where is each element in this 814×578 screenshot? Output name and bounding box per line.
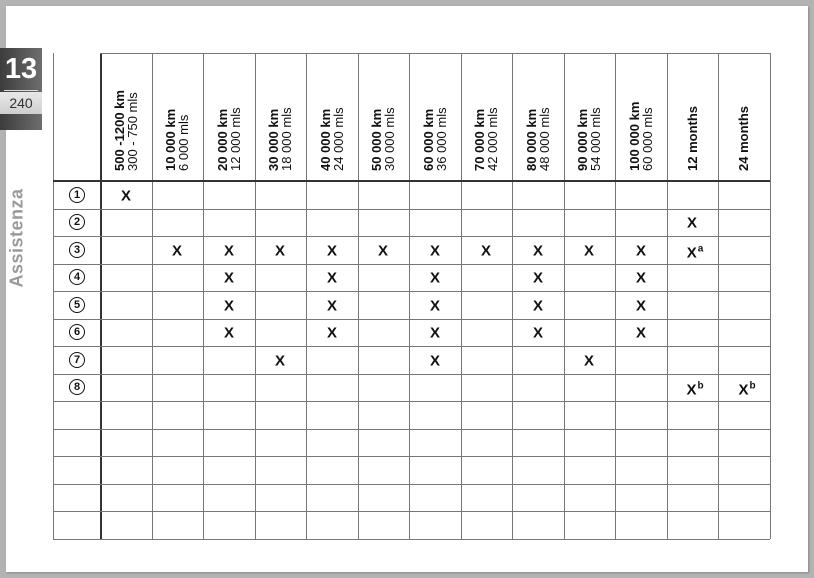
column-header-primary: 10 000 km (163, 108, 178, 171)
mark-symbol: X (377, 242, 389, 260)
table-column-divider (461, 53, 462, 539)
maintenance-mark (224, 326, 234, 341)
column-header-primary: 30 000 km (266, 108, 281, 171)
table-row-divider (53, 209, 770, 210)
table-row-label-divider (100, 53, 102, 539)
table-column-divider (667, 53, 668, 539)
maintenance-mark (533, 271, 543, 286)
maintenance-mark (636, 271, 646, 286)
column-header-primary: 70 000 km (472, 108, 487, 171)
table-column-divider (409, 53, 410, 539)
mark-symbol: X (120, 187, 132, 205)
column-header-primary: 90 000 km (575, 108, 590, 171)
table-column-divider (306, 53, 307, 539)
mark-symbol: X (223, 297, 235, 315)
mark-symbol: X (635, 242, 647, 260)
row-number-badge: 2 (69, 214, 85, 230)
mark-symbol: X (532, 269, 544, 287)
table-column-divider (203, 53, 204, 539)
maintenance-mark (533, 326, 543, 341)
maintenance-mark (430, 326, 440, 341)
mark-symbol: X (274, 352, 286, 370)
row-number-badge: 6 (69, 324, 85, 340)
maintenance-mark (378, 244, 388, 259)
maintenance-mark (172, 244, 182, 259)
mark-symbol: X (686, 244, 697, 262)
mark-symbol: X (429, 297, 441, 315)
table-border-left (53, 53, 54, 539)
mark-symbol: X (686, 214, 698, 232)
column-header-secondary: 30 000 mls (382, 107, 397, 171)
table-row-divider (53, 511, 770, 512)
mark-footnote: b (697, 380, 704, 392)
chapter-number: 13 (4, 53, 38, 85)
column-header-primary: 100 000 km (627, 101, 642, 171)
maintenance-mark (430, 299, 440, 314)
mark-symbol: X (532, 297, 544, 315)
mark-footnote: a (697, 243, 704, 255)
mark-symbol: X (429, 324, 441, 342)
mark-symbol: X (532, 242, 544, 260)
table-row-divider (53, 456, 770, 457)
table-column-divider (615, 53, 616, 539)
table-row-divider (53, 484, 770, 485)
mark-footnote: b (749, 380, 756, 392)
maintenance-mark (224, 244, 234, 259)
mark-symbol: X (223, 269, 235, 287)
column-header-secondary: 54 000 mls (588, 107, 603, 171)
column-header-secondary: 42 000 mls (485, 107, 500, 171)
maintenance-mark (636, 244, 646, 259)
column-header-primary: 80 000 km (524, 108, 539, 171)
table-row-divider (53, 236, 770, 237)
mark-symbol: X (326, 242, 338, 260)
maintenance-mark (636, 299, 646, 314)
chapter-label: Assistenza (6, 188, 27, 288)
mark-symbol: X (429, 352, 441, 370)
maintenance-mark (430, 244, 440, 259)
maintenance-mark (481, 244, 491, 259)
column-header-secondary: 48 000 mls (537, 107, 552, 171)
maintenance-mark (224, 299, 234, 314)
column-header-primary: 20 000 km (215, 108, 230, 171)
maintenance-mark (533, 299, 543, 314)
table-column-divider (718, 53, 719, 539)
table-column-divider (770, 53, 771, 539)
column-header-primary: 12 months (685, 105, 700, 171)
table-header-divider (53, 180, 770, 182)
maintenance-mark (584, 354, 594, 369)
mark-symbol: X (583, 242, 595, 260)
column-header-secondary: 24 000 mls (331, 107, 346, 171)
table-row-divider (53, 401, 770, 402)
maintenance-mark (327, 326, 337, 341)
mark-symbol: X (326, 324, 338, 342)
table-column-divider (564, 53, 565, 539)
mark-symbol: X (274, 242, 286, 260)
row-number-badge: 4 (69, 269, 85, 285)
mark-symbol: X (326, 269, 338, 287)
mark-symbol: X (635, 297, 647, 315)
row-number-badge: 7 (69, 352, 85, 368)
mark-symbol: X (223, 242, 235, 260)
column-header-primary: 50 000 km (369, 108, 384, 171)
row-number-badge: 5 (69, 297, 85, 313)
column-header-primary: 24 months (736, 105, 751, 171)
column-header-primary: 40 000 km (318, 108, 333, 171)
table-column-divider (255, 53, 256, 539)
maintenance-mark (327, 244, 337, 259)
page-number: 240 (9, 95, 33, 111)
maintenance-mark (636, 326, 646, 341)
column-header-secondary: 60 000 mls (640, 107, 655, 171)
column-header-primary: 60 000 km (421, 108, 436, 171)
maintenance-mark (430, 271, 440, 286)
mark-symbol: X (223, 324, 235, 342)
maintenance-mark (275, 354, 285, 369)
maintenance-mark (686, 379, 703, 398)
mark-symbol: X (583, 352, 595, 370)
row-number-badge: 8 (69, 379, 85, 395)
table-row-divider (53, 374, 770, 375)
maintenance-mark (430, 354, 440, 369)
mark-symbol: X (532, 324, 544, 342)
mark-symbol: X (635, 269, 647, 287)
table-column-divider (512, 53, 513, 539)
maintenance-mark (224, 271, 234, 286)
row-number-badge: 1 (69, 187, 85, 203)
mark-symbol: X (738, 381, 749, 399)
column-header-secondary: 18 000 mls (279, 107, 294, 171)
maintenance-mark (121, 189, 131, 204)
row-number-badge: 3 (69, 242, 85, 258)
column-header-secondary: 12 000 mls (228, 107, 243, 171)
column-header-primary: 500 -1200 km (112, 90, 127, 171)
mark-symbol: X (686, 381, 697, 399)
table-border-top (100, 53, 770, 54)
column-header-secondary: 36 000 mls (434, 107, 449, 171)
table-row-divider (53, 264, 770, 265)
mark-symbol: X (635, 324, 647, 342)
maintenance-mark (687, 216, 697, 231)
table-column-divider (358, 53, 359, 539)
maintenance-mark (687, 242, 704, 261)
maintenance-mark (327, 299, 337, 314)
table-row-divider (53, 319, 770, 320)
maintenance-mark (584, 244, 594, 259)
table-column-divider (152, 53, 153, 539)
mark-symbol: X (171, 242, 183, 260)
column-header-secondary: 300 - 750 mls (125, 92, 140, 171)
mark-symbol: X (480, 242, 492, 260)
maintenance-mark (738, 379, 755, 398)
mark-symbol: X (429, 269, 441, 287)
table-row-divider (53, 429, 770, 430)
table-row-divider (53, 346, 770, 347)
maintenance-mark (327, 271, 337, 286)
maintenance-mark (533, 244, 543, 259)
column-header-secondary: 6 000 mls (176, 114, 191, 171)
mark-symbol: X (429, 242, 441, 260)
table-row-divider (53, 539, 770, 540)
table-row-divider (53, 291, 770, 292)
mark-symbol: X (326, 297, 338, 315)
maintenance-mark (275, 244, 285, 259)
